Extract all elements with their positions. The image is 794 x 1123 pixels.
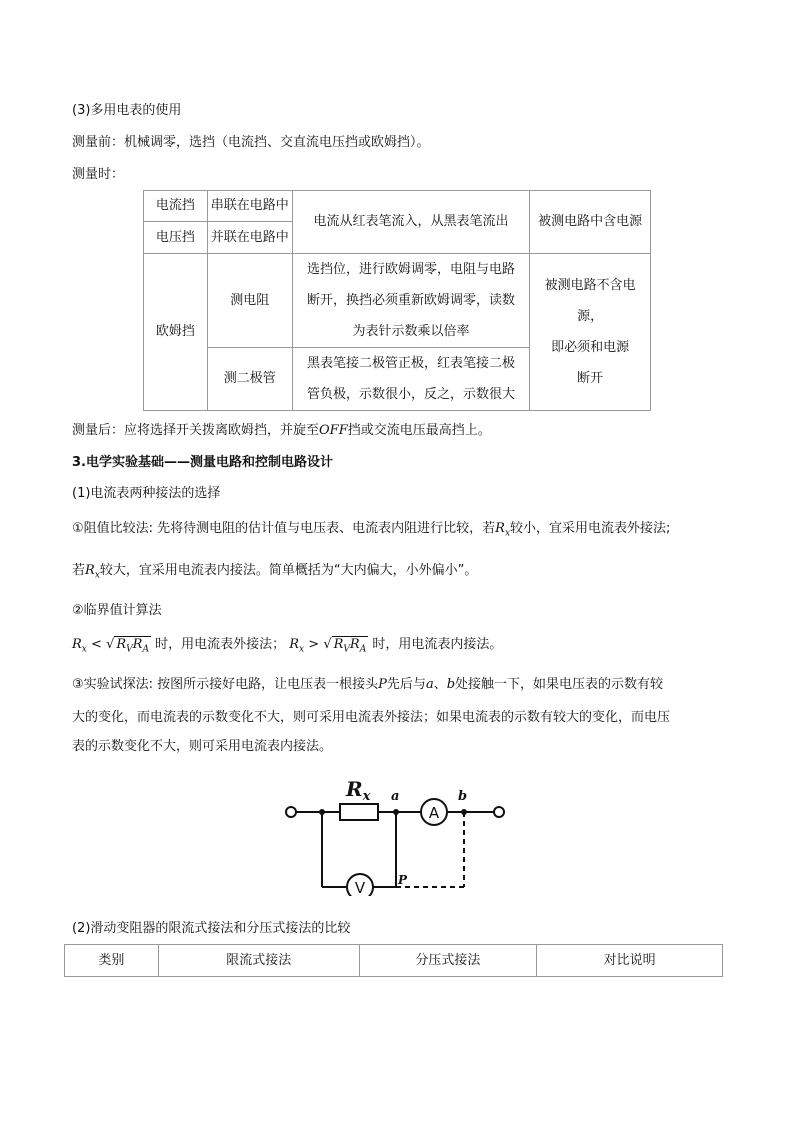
multimeter-table <box>143 190 651 411</box>
voltmeter-label: V <box>354 879 366 896</box>
current-range-cell: 电流挡 <box>144 191 208 222</box>
left-terminal <box>286 807 296 817</box>
text-run: ③实验试探法: 按图所示接好电路，让电压表一根接头 <box>72 677 379 692</box>
header-category: 类别 <box>65 945 159 977</box>
greater-than: > <box>308 637 320 652</box>
rx-symbol: $R_x$ <box>85 563 100 581</box>
text-run: 时，用电流表内接法。 <box>372 637 503 652</box>
text-run: 、 <box>433 677 447 692</box>
sqrt-sign: √ <box>323 637 332 652</box>
header-current-limiting: 限流式接法 <box>158 945 359 977</box>
desc-line: 即必须和电源 <box>551 340 630 355</box>
ammeter-label: A <box>428 804 440 822</box>
rx-symbol: $R_x$ <box>72 637 87 655</box>
junction-left <box>319 809 325 815</box>
method2-heading: ②临界值计算法 <box>72 603 162 618</box>
b-label: b <box>458 789 468 804</box>
desc-line: 断开 <box>577 371 604 386</box>
method1-line1 <box>72 519 670 544</box>
red-black-probe-cell: 电流从红表笔流入，从黑表笔流出 <box>292 191 529 254</box>
parallel-cell: 并联在电路中 <box>207 222 292 254</box>
text-run: 较小，宜采用电流表外接法; <box>510 521 671 536</box>
sqrt-rv-ra: $R_VR_A$ <box>332 636 369 658</box>
series-cell: 串联在电路中 <box>207 191 292 222</box>
rx-resistor <box>340 804 378 820</box>
p-label: P <box>398 873 408 887</box>
text-run: 较大，宜采用电流表内接法。简单概括为“大内偏大，小外偏小”。 <box>99 563 478 578</box>
desc-line: 管负极，示数很小，反之，示数很大 <box>306 387 515 402</box>
ohm-range-cell: 欧姆挡 <box>144 254 208 411</box>
measure-resistance-desc <box>292 254 529 348</box>
desc-line: 黑表笔接二极管正极，红表笔接二极 <box>306 356 515 371</box>
desc-line: 为表针示数乘以倍率 <box>352 324 470 339</box>
text-run: 时，用电流表外接法； <box>155 637 286 652</box>
measure-resistance-cell: 测电阻 <box>207 254 292 348</box>
rheostat-comparison-table <box>64 944 723 977</box>
b-symbol: b <box>446 677 456 692</box>
text-run: 若 <box>72 563 86 578</box>
after-measure-text <box>72 421 491 441</box>
method1-line2 <box>72 561 477 586</box>
ammeter-circuit-diagram <box>280 772 520 896</box>
method3-line2: 大的变化，而电流表的示数变化不大，则可采用电流表外接法；如果电流表的示数有较大的变化，而电压 <box>72 710 671 725</box>
p-symbol: P <box>378 677 387 692</box>
a-symbol: a <box>425 677 434 692</box>
method3-line1 <box>72 675 663 695</box>
measure-diode-cell: 测二极管 <box>207 348 292 411</box>
text-run: 先后与 <box>386 677 426 692</box>
less-than: < <box>91 637 102 652</box>
header-comparison: 对比说明 <box>537 945 723 977</box>
text-run: 挡或交流电压最高挡上。 <box>347 423 491 438</box>
during-measure-text: 测量时： <box>72 167 125 182</box>
junction-a <box>393 809 399 815</box>
section-heading-multimeter: (3)多用电表的使用 <box>72 103 182 118</box>
critical-formula <box>72 635 502 660</box>
subheading-rheostat: (2)滑动变阻器的限流式接法和分压式接法的比较 <box>72 921 351 936</box>
before-measure-text: 测量前：机械调零，选挡（电流挡、交直流电压挡或欧姆挡）。 <box>72 135 430 150</box>
desc-line: 断开，换挡必须重新欧姆调零，读数 <box>306 293 515 308</box>
off-label: OFF <box>319 423 348 438</box>
measure-diode-desc <box>292 348 529 411</box>
text-run: 处接触一下，如果电压表的示数有较 <box>455 677 664 692</box>
heading-circuit-design: 3.电学实验基础——测量电路和控制电路设计 <box>72 455 333 470</box>
rx-symbol: $R_x$ <box>495 521 511 539</box>
junction-b <box>461 809 467 815</box>
subheading-ammeter: (1)电流表两种接法的选择 <box>72 486 221 501</box>
desc-line: 选挡位，进行欧姆调零，电阻与电路 <box>306 262 515 277</box>
sqrt-sign: √ <box>106 637 115 652</box>
text-run: ①阻值比较法: 先将待测电阻的估计值与电压表、电流表内阻进行比较，若 <box>72 521 496 536</box>
header-voltage-divider: 分压式接法 <box>359 945 537 977</box>
rx-label: $R_x$ <box>346 777 371 804</box>
power-included-cell: 被测电路中含电源 <box>530 191 651 254</box>
a-label: a <box>391 789 400 804</box>
voltage-range-cell: 电压挡 <box>144 222 208 254</box>
sqrt-rv-ra: $R_VR_A$ <box>114 636 151 658</box>
desc-line: 被测电路不含电源， <box>544 278 636 324</box>
power-excluded-cell <box>530 254 651 411</box>
rx-symbol: $R_x$ <box>289 637 305 655</box>
text-run: 测量后：应将选择开关拨离欧姆挡，并旋至 <box>72 423 320 438</box>
right-terminal <box>494 807 504 817</box>
method3-line3: 表的示数变化不大，则可采用电流表内接法。 <box>72 739 333 754</box>
